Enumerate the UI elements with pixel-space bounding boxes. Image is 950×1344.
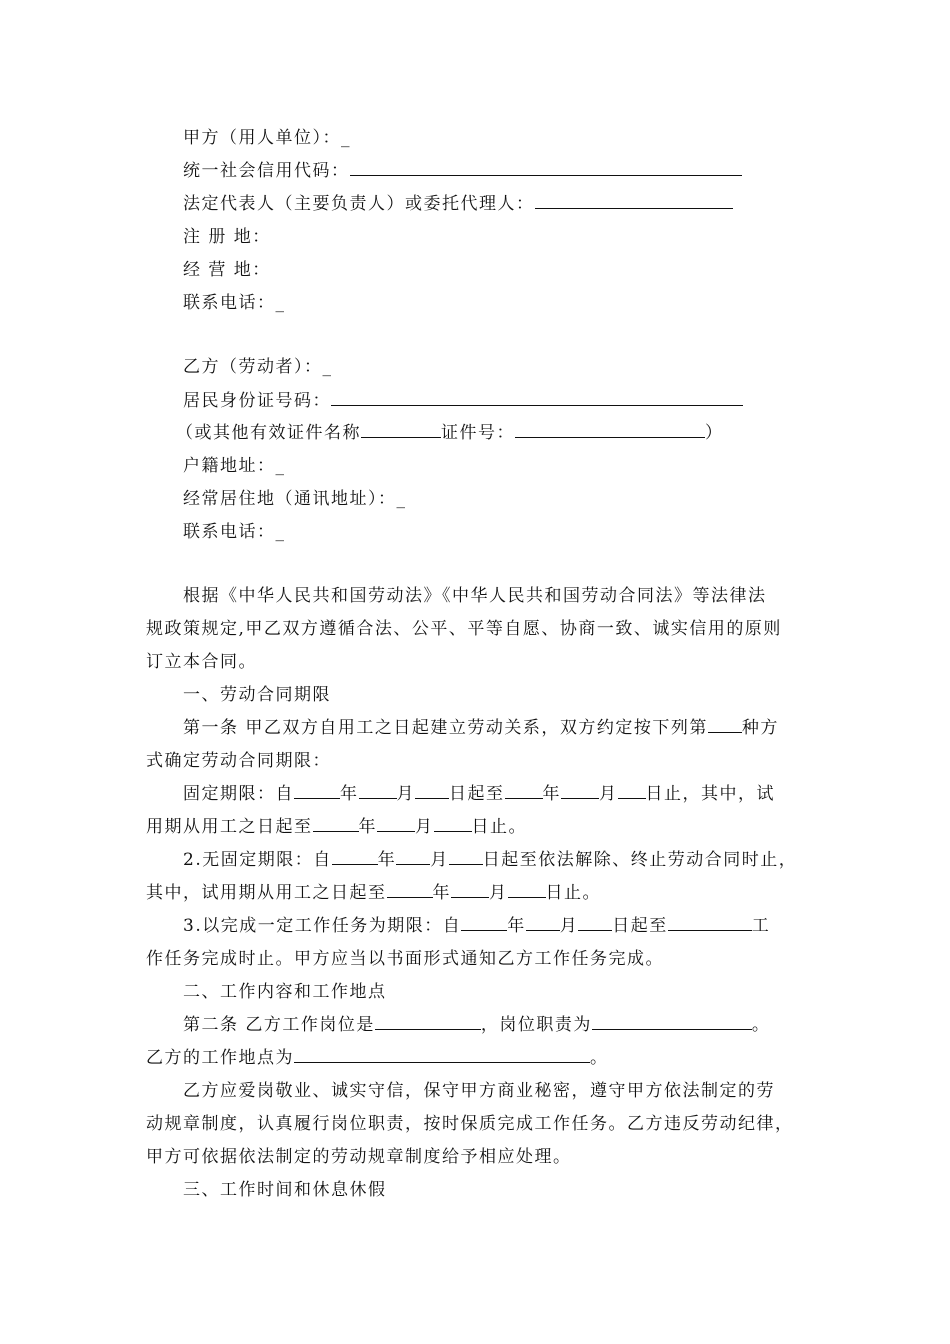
text: 年	[542, 784, 561, 804]
id-field[interactable]	[331, 389, 743, 406]
intro-line-2: 规政策规定,甲乙双方遵循合法、公平、平等自愿、协商一致、诚实信用的原则	[146, 619, 782, 639]
text: ，岗位职责为	[480, 1015, 592, 1035]
label: 经常居住地（通讯地址）：	[183, 489, 397, 509]
label: 法定代表人（主要负责人）或委托代理人：	[183, 194, 535, 214]
article-1-line-1	[183, 716, 779, 740]
section-1-title: 一、劳动合同期限	[183, 685, 331, 705]
month-field[interactable]	[377, 815, 415, 832]
text: 月	[599, 784, 618, 804]
party-b-id	[183, 389, 743, 413]
blank[interactable]: _	[275, 522, 286, 542]
section-3-title: 三、工作时间和休息休假	[183, 1180, 387, 1200]
duty-line-3: 甲方可依据依法制定的劳动规章制度给予相应处理。	[146, 1147, 572, 1167]
text: 年	[432, 883, 451, 903]
label: 甲方（用人单位）：	[183, 128, 341, 148]
party-a-reg-addr: 注 册 地：	[183, 227, 271, 247]
text: 月	[415, 817, 434, 837]
day-field[interactable]	[415, 782, 449, 799]
other-id-name-field[interactable]	[361, 421, 441, 438]
position-field[interactable]	[375, 1013, 481, 1030]
party-a-legal-rep	[183, 192, 733, 216]
day-field[interactable]	[434, 815, 472, 832]
other-id-number-field[interactable]	[515, 421, 705, 438]
duty-line-1: 乙方应爱岗敬业、诚实守信，保守甲方商业秘密，遵守甲方依法制定的劳	[183, 1081, 775, 1101]
label: （或其他有效证件名称	[176, 423, 361, 443]
party-a-credit-code	[183, 159, 742, 183]
blank[interactable]: _	[341, 128, 351, 148]
text: 第一条 甲乙双方自用工之日起建立劳动关系，双方约定按下列第	[183, 718, 708, 738]
task-term-line-2: 作任务完成时止。甲方应当以书面形式通知乙方工作任务完成。	[146, 949, 664, 969]
month-field[interactable]	[396, 848, 430, 865]
year-field[interactable]	[313, 815, 359, 832]
task-field[interactable]	[668, 914, 752, 931]
blank[interactable]: _	[396, 489, 407, 509]
credit-code-field[interactable]	[350, 159, 742, 176]
text: 日起至	[612, 916, 668, 936]
text: 工	[751, 916, 771, 936]
party-b-name	[183, 355, 333, 379]
text: 3.以完成一定工作任务为期限：自	[183, 916, 462, 936]
fixed-term-line-2	[146, 815, 527, 839]
method-field[interactable]	[708, 716, 742, 733]
article-2-line-1	[183, 1013, 770, 1037]
blank[interactable]: _	[275, 293, 286, 313]
day-field[interactable]	[508, 881, 546, 898]
day-field[interactable]	[578, 914, 612, 931]
text: 日止。	[471, 817, 527, 837]
label: 统一社会信用代码：	[183, 161, 350, 181]
party-a-phone	[183, 291, 286, 315]
blank[interactable]: _	[322, 357, 333, 377]
text: 月	[430, 850, 449, 870]
text: 。	[590, 1048, 609, 1068]
label: 证件号：	[441, 423, 515, 443]
text: 年	[377, 850, 397, 870]
label: ）	[705, 423, 724, 443]
day-field[interactable]	[449, 848, 483, 865]
year-field[interactable]	[461, 914, 507, 931]
article-2-line-2	[146, 1046, 609, 1070]
text: 用期从用工之日起至	[146, 817, 313, 837]
text: 乙方的工作地点为	[146, 1048, 294, 1068]
day-field[interactable]	[618, 782, 646, 799]
intro-line-3: 订立本合同。	[146, 652, 257, 672]
year-field[interactable]	[332, 848, 378, 865]
article-1-line-2: 式确定劳动合同期限：	[146, 751, 331, 771]
text: 种方	[741, 718, 779, 738]
text: 年	[340, 784, 359, 804]
party-b-hukou	[183, 454, 286, 478]
text: 日起至	[449, 784, 505, 804]
year-field[interactable]	[505, 782, 543, 799]
text: 第二条 乙方工作岗位是	[183, 1015, 375, 1035]
month-field[interactable]	[451, 881, 489, 898]
fixed-term-line-1	[183, 782, 775, 806]
legal-rep-field[interactable]	[535, 192, 733, 209]
text: 年	[507, 916, 526, 936]
blank[interactable]: _	[275, 456, 286, 476]
text: 年	[358, 817, 377, 837]
open-term-line-1	[183, 848, 797, 872]
party-b-other-id	[176, 421, 724, 445]
text: 日止。	[545, 883, 601, 903]
year-field[interactable]	[387, 881, 433, 898]
text: 。	[751, 1015, 771, 1035]
party-a-biz-addr: 经 营 地：	[183, 260, 271, 280]
text: 其中，试用期从用工之日起至	[146, 883, 387, 903]
label: 乙方（劳动者）：	[183, 357, 323, 377]
party-b-phone	[183, 520, 286, 544]
text: 月	[559, 916, 579, 936]
month-field[interactable]	[526, 914, 560, 931]
text: 日起至依法解除、终止劳动合同时止，	[482, 850, 798, 870]
intro-line-1: 根据《中华人民共和国劳动法》《中华人民共和国劳动合同法》等法律法	[183, 586, 767, 606]
text: 月	[396, 784, 415, 804]
month-field[interactable]	[359, 782, 397, 799]
label: 联系电话：	[183, 522, 276, 542]
label: 联系电话：	[183, 293, 276, 313]
text: 固定期限：自	[183, 784, 294, 804]
section-2-title: 二、工作内容和工作地点	[183, 982, 387, 1002]
party-b-residence	[183, 487, 407, 511]
label: 户籍地址：	[183, 456, 276, 476]
duties-field[interactable]	[592, 1013, 752, 1030]
party-a-name	[183, 126, 351, 150]
month-field[interactable]	[561, 782, 599, 799]
label: 居民身份证号码：	[183, 391, 331, 411]
text: 2.无固定期限：自	[183, 850, 332, 870]
text: 日止，其中，试	[645, 784, 775, 804]
workplace-field[interactable]	[294, 1046, 590, 1063]
text: 月	[489, 883, 508, 903]
open-term-line-2	[146, 881, 601, 905]
duty-line-2: 动规章制度，认真履行岗位职责，按时保质完成工作任务。乙方违反劳动纪律，	[146, 1114, 794, 1134]
year-field[interactable]	[294, 782, 340, 799]
task-term-line-1	[183, 914, 770, 938]
